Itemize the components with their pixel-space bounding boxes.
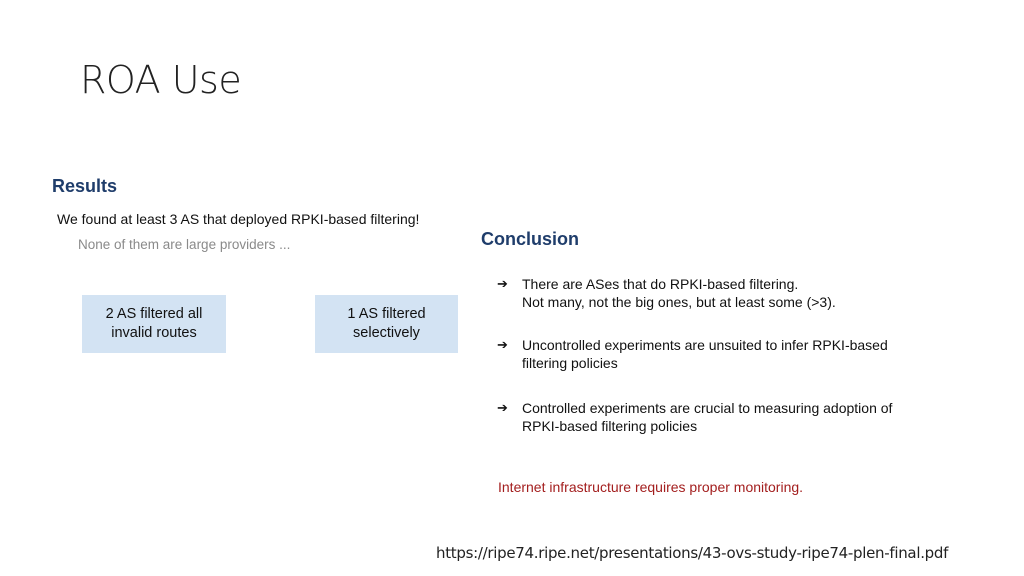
slide-title: ROA Use bbox=[80, 58, 242, 102]
conclusion-heading: Conclusion bbox=[481, 229, 579, 249]
results-finding: We found at least 3 AS that deployed RPKI-based filtering! bbox=[57, 211, 420, 227]
conclusion-bullet-text: There are ASes that do RPKI-based filtering. Not many, not the big ones, but at least some (>3). bbox=[522, 276, 836, 310]
arrow-right-icon: ➔ bbox=[497, 276, 508, 291]
conclusion-bullet-text: Uncontrolled experiments are unsuited to infer RPKI-based filtering policies bbox=[522, 337, 888, 371]
stat-box-filtered-all: 2 AS filtered all invalid routes bbox=[82, 295, 226, 353]
conclusion-bullet-text: Controlled experiments are crucial to measuring adoption of RPKI-based filtering policies bbox=[522, 400, 893, 434]
results-note: None of them are large providers ... bbox=[78, 237, 291, 252]
arrow-right-icon: ➔ bbox=[497, 337, 508, 352]
source-url: https://ripe74.ripe.net/presentations/43-ovs-study-ripe74-plen-final.pdf bbox=[436, 544, 949, 562]
conclusion-takeaway: Internet infrastructure requires proper monitoring. bbox=[498, 479, 804, 495]
stat-box-filtered-selectively: 1 AS filtered selectively bbox=[315, 295, 458, 353]
arrow-right-icon: ➔ bbox=[497, 400, 508, 415]
results-heading: Results bbox=[52, 176, 118, 196]
